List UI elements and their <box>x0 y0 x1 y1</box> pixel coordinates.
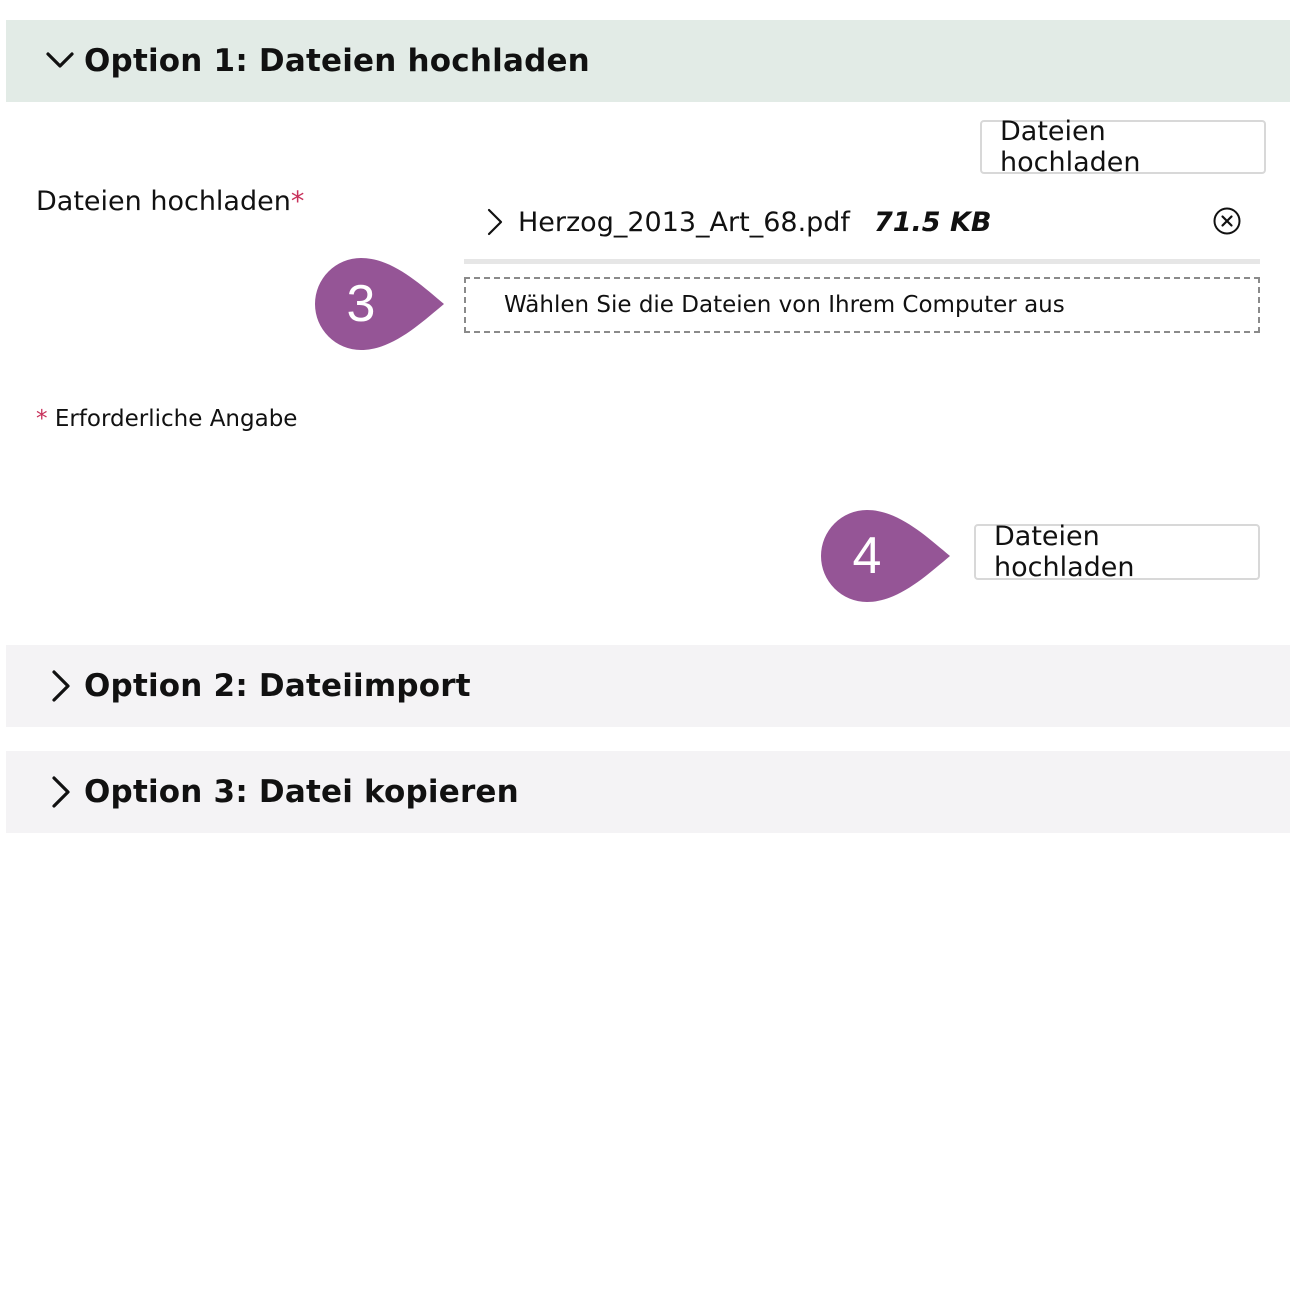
accordion-option-1-header[interactable] <box>6 20 1290 102</box>
upload-files-button-top[interactable]: Dateien hochladen <box>980 120 1266 174</box>
chevron-right-icon[interactable] <box>484 207 508 237</box>
file-dropzone[interactable] <box>464 277 1260 333</box>
close-circle-icon[interactable] <box>1212 206 1242 236</box>
accordion-option-3-header[interactable] <box>6 751 1290 833</box>
accordion-option-2-header[interactable] <box>6 645 1290 727</box>
callout-number-4: 4 <box>852 527 882 585</box>
required-note <box>36 406 297 432</box>
uploaded-file-name: Herzog_2013_Art_68.pdf <box>518 206 850 238</box>
upload-progress-bar <box>464 259 1260 264</box>
callout-marker-3 <box>314 258 450 350</box>
accordion-option-2-title: Option 2: Dateiimport <box>84 668 471 704</box>
upload-field-label <box>36 186 304 217</box>
chevron-right-icon <box>42 668 78 704</box>
required-note-text: Erforderliche Angabe <box>54 406 298 432</box>
callout-number-3: 3 <box>346 275 376 333</box>
required-marker: * <box>290 186 305 217</box>
upload-field-label-text: Dateien hochladen <box>36 186 291 217</box>
accordion-option-1-title: Option 1: Dateien hochladen <box>84 43 590 79</box>
callout-marker-4 <box>820 510 956 602</box>
upload-progress-fill <box>464 259 1260 264</box>
uploaded-file-size: 71.5 KB <box>873 206 992 238</box>
upload-files-button-submit[interactable]: Dateien hochladen <box>974 524 1260 580</box>
accordion-option-3-title: Option 3: Datei kopieren <box>84 774 519 810</box>
required-note-marker: * <box>36 406 48 432</box>
uploaded-file-row <box>484 198 1260 246</box>
chevron-right-icon <box>42 774 78 810</box>
dropzone-text: Wählen Sie die Dateien von Ihrem Computer aus <box>504 292 1065 318</box>
chevron-down-icon <box>42 43 78 79</box>
